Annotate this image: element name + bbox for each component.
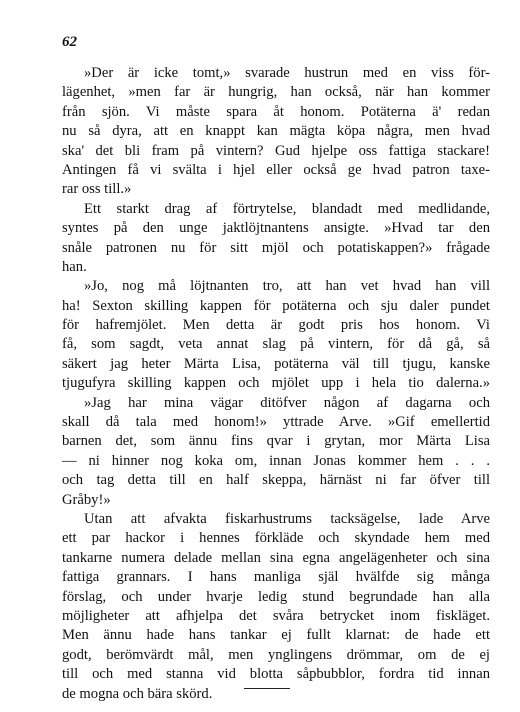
- text-line: Utan att afvakta fiskarhustrums tacksägelse, lade Arve: [84, 510, 490, 527]
- body-text: [62, 64, 490, 704]
- text-line: och tag detta till en half skeppa, härnäst ni far öfver till: [62, 472, 490, 489]
- text-line: syntes på den unge jaktlöjtnantens ansigte. »Hvad tar den: [62, 220, 490, 237]
- text-line: fattiga grannars. I hans manliga själ hvälfde sig många: [62, 569, 490, 586]
- text-line: säkert jag heter Märta Lisa, potäterna väl till tjugu, kanske: [62, 355, 490, 372]
- text-line: tjugufyra skilling kappen och mjölet upp i hela tio dalerna.»: [62, 375, 490, 392]
- text-line: han.: [62, 258, 87, 275]
- text-line: — ni hinner nog koka om, innan Jonas kommer hem . . .: [62, 452, 490, 469]
- text-line: ha! Sexton skilling kappen för potäterna och sju daler pundet: [62, 297, 490, 314]
- text-line: skall då tala med honom!» yttrade Arve. »Gif emellertid: [62, 414, 490, 431]
- end-rule: [244, 688, 290, 689]
- text-line: från sjön. Vi måste spara åt honom. Potäterna ä' redan: [62, 103, 490, 120]
- text-line: »Jo, nog må löjtnanten tro, att han vet hvad han vill: [84, 278, 490, 295]
- text-line: Gråby!»: [62, 491, 111, 508]
- text-line: barnen det, som ännu fins qvar i grytan, mor Märta Lisa: [62, 433, 490, 450]
- text-line: ska' det bli fram på vintern? Gud hjelpe oss fattiga stackare!: [62, 142, 490, 159]
- text-line: få, som sagdt, veta annat slag på vintern, för då gå, så: [62, 336, 490, 353]
- text-line: Antingen få vi svälta i hjel eller också ge hvad patron taxe-: [62, 161, 490, 178]
- text-line: »Jag har mina vägar ditöfver någon af dagarna och: [84, 394, 490, 411]
- text-line: Men ännu hade hans tankar ej fullt klarnat: de hade ett: [62, 627, 490, 644]
- text-line: godt, berömvärdt mål, men ynglingens drömmar, om de ej: [62, 646, 490, 663]
- text-line: lägenhet, »men far är hungrig, han också, när han kommer: [62, 84, 490, 101]
- text-line: till och med stanna vid blotta såpbubblor, fordra tid innan: [62, 666, 490, 683]
- text-line: tankarne numera delade mellan sina egna angelägenheter och sina: [62, 549, 490, 566]
- page-number: 62: [62, 34, 77, 50]
- text-line: ett par hackor i hennes förkläde och skyndade hem med: [62, 530, 490, 547]
- text-line: de mogna och bära skörd.: [62, 685, 213, 702]
- text-line: möjligheter att afhjelpa det svåra betrycket inom fiskläget.: [62, 607, 490, 624]
- text-line: förslag, och under hvarje ledig stund begrundade han alla: [62, 588, 490, 605]
- text-line: för hafremjölet. Men detta är godt pris hos honom. Vi: [62, 317, 490, 334]
- text-line: Ett starkt drag af förtrytelse, blandadt med medlidande,: [84, 200, 490, 217]
- text-line: »Der är icke tomt,» svarade hustrun med en viss för-: [84, 65, 490, 81]
- text-line: rar oss till.»: [62, 181, 132, 198]
- text-line: snåle patronen nu för sitt mjöl och potatiskappen?» frågade: [62, 239, 490, 256]
- text-line: nu så dyra, att en knappt kan mägta köpa några, men hvad: [62, 123, 490, 140]
